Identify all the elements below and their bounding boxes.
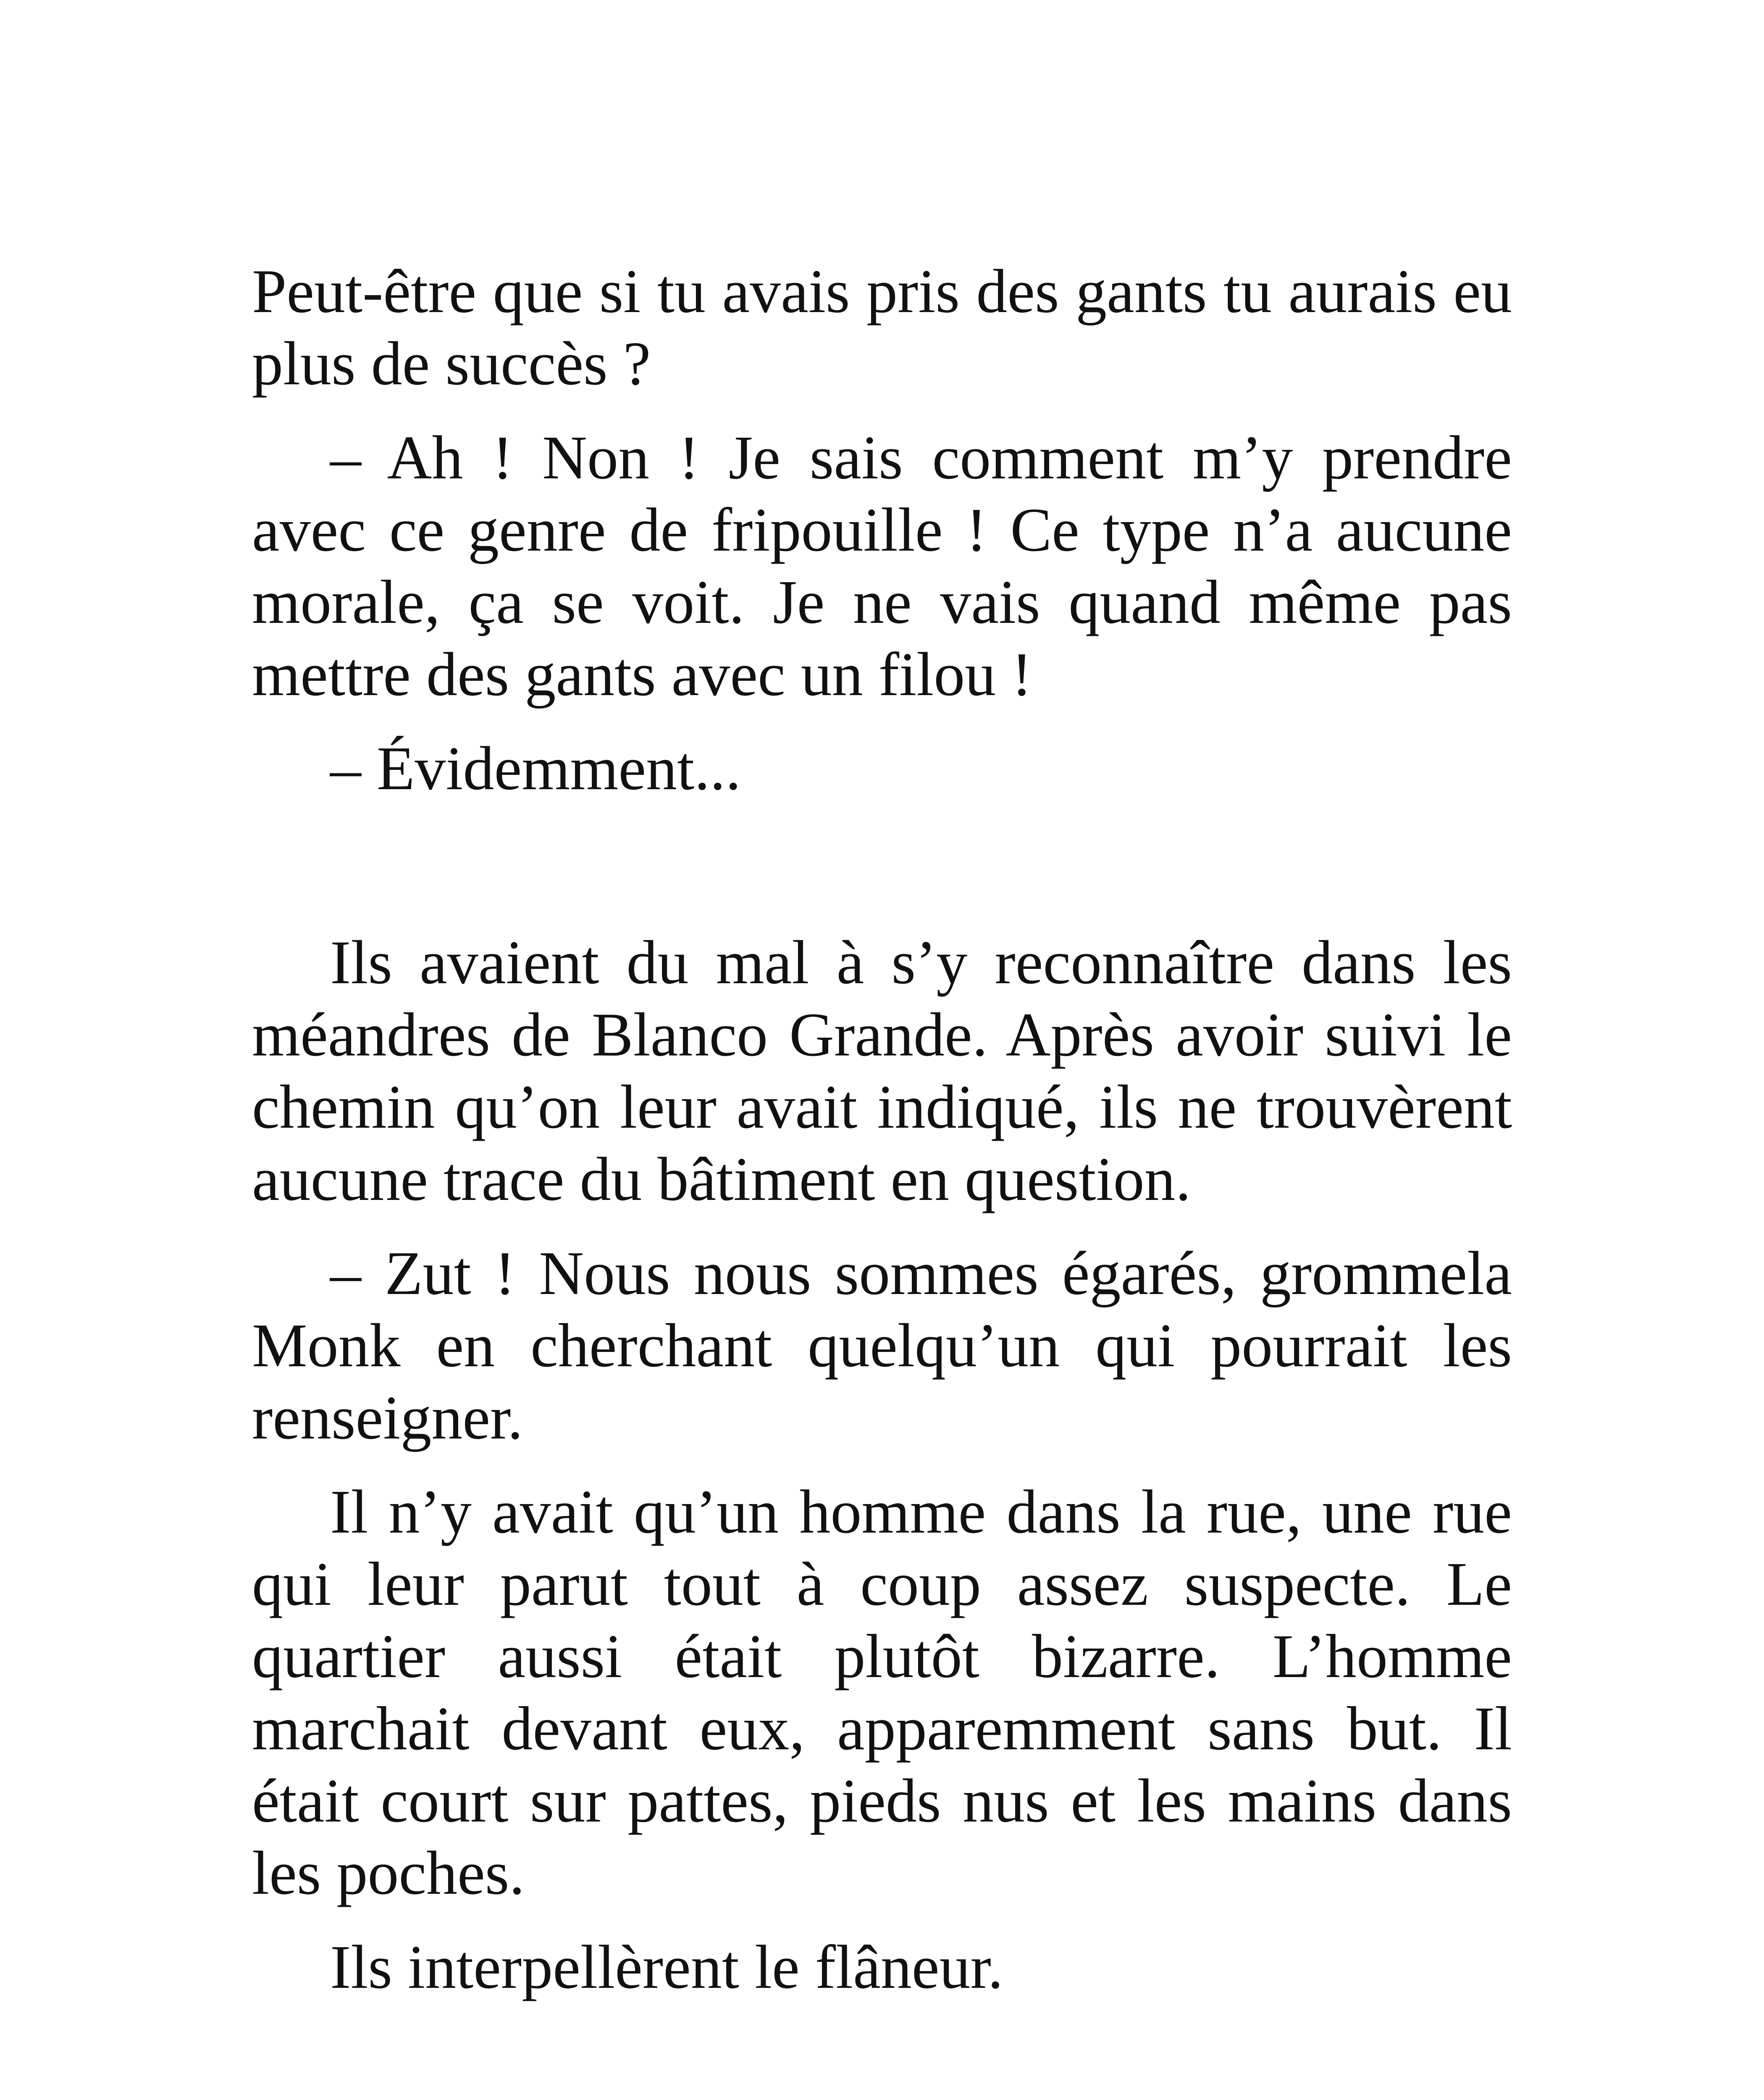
paragraph: Ils avaient du mal à s’y reconnaître dans les méandres de Blanco Grande. Après avoir suivi le chemin qu’on leur avait indiqué, ils ne trouvèrent aucune trace du bâtiment en question. [252, 928, 1512, 1214]
paragraph: – Zut ! Nous nous sommes égarés, grommela Monk en cherchant quelqu’un qui pourrait les renseigner. [252, 1239, 1512, 1452]
paragraph: Peut-être que si tu avais pris des gants tu aurais eu plus de succès ? [252, 257, 1512, 398]
text-block-top [252, 255, 1512, 805]
text-block-bottom [252, 927, 1512, 2003]
paragraph: – Évidemment... [330, 734, 741, 803]
paragraph: – Ah ! Non ! Je sais comment m’y prendre avec ce genre de fripouille ! Ce type n’a aucune morale, ça se voit. Je ne vais quand même pas mettre des gants avec un filou ! [252, 423, 1512, 709]
paragraph: Ils interpellèrent le flâneur. [330, 1933, 1003, 2002]
paragraph: Il n’y avait qu’un homme dans la rue, une rue qui leur parut tout à coup assez suspecte. Le quartier aussi était plutôt bizarre. L’homme marchait devant eux, apparemment sans but. Il était court sur pattes, pieds nus et les mains dans les poches. [252, 1478, 1512, 1908]
